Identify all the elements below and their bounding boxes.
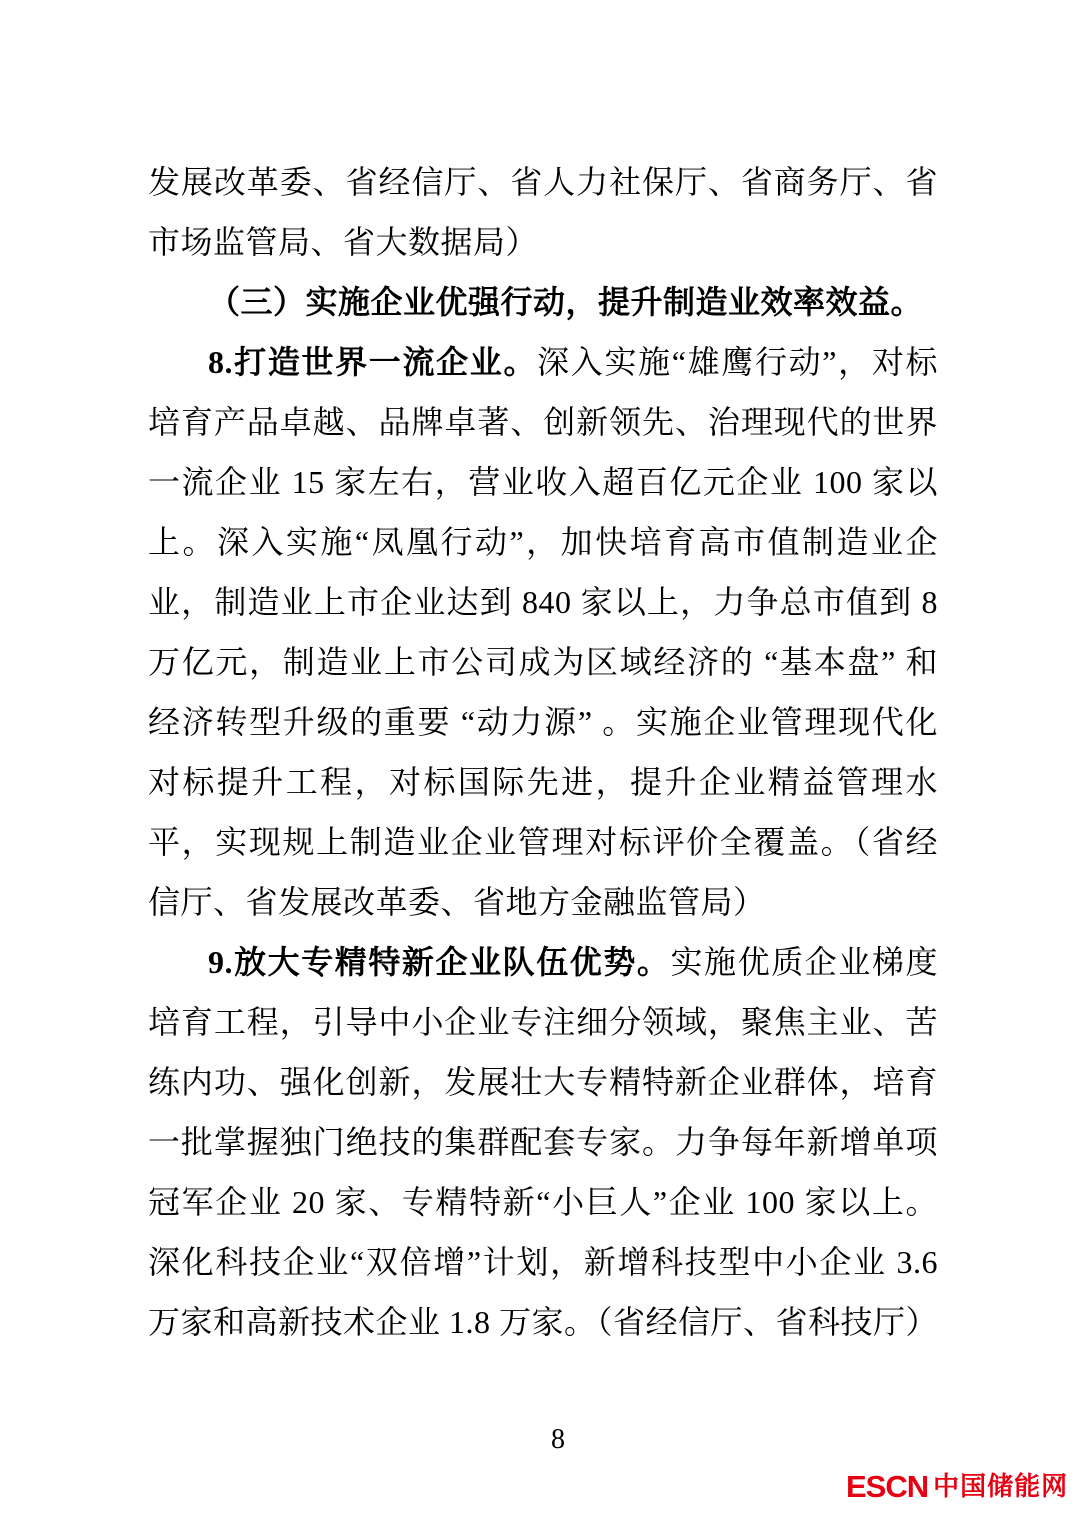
item-9-body-text: 实施优质企业梯度培育工程，引导中小企业专注细分领域，聚焦主业、苦练内功、强化创新，发展壮大专精特新企业群体，培育一批掌握独门绝技的集群配套专家。力争每年新增单项冠军企业 20 家、专精特新“小巨人”企业 100 家以上。深化科技企业“双倍增”计划，新增科技型中小企业 3.6 万家和高新技术企业 1.8 万家。（省经信厅、省科技厅）	[148, 944, 939, 1340]
paragraph-item-8	[148, 332, 938, 932]
item-9-lead-in: 9.放大专精特新企业队伍优势。	[208, 944, 671, 980]
escn-logo-latin: ESCN	[846, 1468, 929, 1504]
item-8-body-text: 深入实施“雄鹰行动”，对标培育产品卓越、品牌卓著、创新领先、治理现代的世界一流企业 15 家左右，营业收入超百亿元企业 100 家以上。深入实施“凤凰行动”，加快培育高市值制造业企业，制造业上市企业达到 840 家以上，力争总市值到 8 万亿元，制造业上市公司成为区域经济的 “基本盘” 和经济转型升级的重要 “动力源” 。实施企业管理现代化对标提升工程，对标国际先进，提升企业精益管理水平，实现规上制造业企业管理对标评价全覆盖。（省经信厅、省发展改革委、省地方金融监管局）	[148, 344, 938, 920]
paragraph-item-9	[148, 932, 938, 1352]
item-8-lead-in: 8.打造世界一流企业。	[208, 344, 538, 380]
document-body	[148, 152, 938, 1352]
paragraph-text: 发展改革委、省经信厅、省人力社保厅、省商务厅、省市场监管局、省大数据局）	[148, 164, 938, 260]
escn-logo	[846, 1466, 1068, 1506]
escn-logo-chinese: 中国储能网	[933, 1471, 1069, 1501]
page-number: 8	[551, 1424, 565, 1455]
section-heading	[148, 272, 938, 332]
section-heading-text: （三）实施企业优强行动，提升制造业效率效益。	[208, 284, 924, 320]
paragraph-agencies-continuation	[148, 152, 938, 272]
